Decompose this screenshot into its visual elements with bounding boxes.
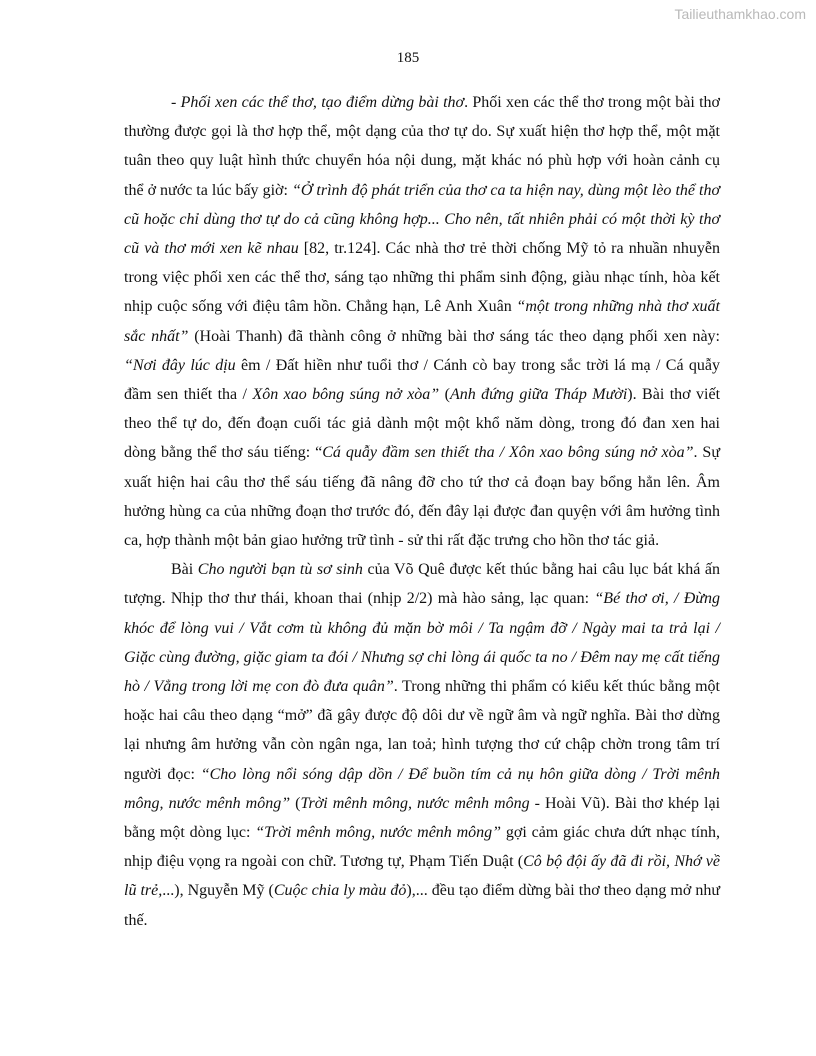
italic-text-run: “Bé thơ ơi, / Đừng khóc để lòng vui / Vắt cơm tù không đủ mặn bờ môi / Ta ngậm đỡ / Ngày mai ta trả lại / Giặc cùng đường, giặc giam ta đói / Nhưng sợ chi lòng ái quốc ta no / Đêm nay mẹ cất tiếng hò / Vẳng trong lời mẹ con đò đưa quân” xyxy=(124,590,721,696)
text-run: - xyxy=(171,94,181,111)
italic-text-run: Anh đứng giữa Tháp Mười xyxy=(449,386,628,404)
italic-text-run: Cuộc chia ly màu đỏ xyxy=(273,882,407,900)
watermark: Tailieuthamkhao.com xyxy=(674,6,806,22)
text-run: ( xyxy=(290,794,301,812)
document-body xyxy=(124,88,720,935)
text-run: Bài xyxy=(171,561,198,579)
italic-text-run: “Trời mênh mông, nước mênh mông” xyxy=(255,824,502,842)
italic-text-run: Xôn xao bông súng nở xòa” xyxy=(252,386,440,404)
italic-text-run: “Nơi đây lúc dịu xyxy=(124,356,236,374)
text-run: . Phối xen các thể thơ trong một bài thơ thường được gọi là thơ hợp thể, một dạng của thơ tự do. Sự xuất hiện thơ hợp thể, một mặt tuân theo quy luật hình thức chuyển hóa nội dung, mặt khác nó phù hợp với hoàn cảnh cụ thể ở nước ta lúc bấy giờ: xyxy=(124,94,721,199)
paragraph-2 xyxy=(124,555,720,935)
text-run: ). Bài thơ viết theo thể tự do, đến đoạn cuối tác giả dành một một khổ năm dòng, trong đó đan xen hai dòng bằng thể thơ sáu tiếng: “ xyxy=(124,386,721,462)
italic-text-run: “Cho lòng nổi sóng dập dồn / Để buồn tím cả nụ hôn giữa dòng / Trời mênh mông, nước mênh mông” xyxy=(124,765,721,812)
italic-text-run: Cô bộ đội ấy đã đi rồi, Nhớ về lũ trẻ, xyxy=(124,853,721,900)
italic-text-run: Phối xen các thể thơ, tạo điểm dừng bài thơ xyxy=(180,94,465,111)
text-run: của Võ Quê được kết thúc bằng hai câu lục bát khá ấn tượng. Nhịp thơ thư thái, khoan thai (nhịp 2/2) mà hào sảng, lạc quan: xyxy=(124,561,721,608)
text-run: . Sự xuất hiện hai câu thơ thể sáu tiếng đã nâng đỡ cho tứ thơ cả đoạn bay bổng hẳn lên. Âm hưởng hùng ca của những đoạn thơ trước đó, đến đây lại được đan quyện với âm hưởng tình ca, hợp thành một bản giao hưởng trữ tình - sử thi rất đặc trưng cho hồn thơ tác giả. xyxy=(124,444,721,550)
italic-text-run: Cá quẫy đầm sen thiết tha / Xôn xao bông súng nở xòa” xyxy=(322,444,694,462)
text-run: - Hoài Vũ). Bài thơ khép lại bằng một dòng lục: xyxy=(124,794,721,842)
text-run: êm / Đất hiền như tuổi thơ / Cánh cò bay trong sắc trời lá mạ / Cá quẫy đầm sen thiết tha / xyxy=(124,356,721,404)
italic-text-run: Trời mênh mông, nước mênh mông xyxy=(300,794,530,812)
text-run: (Hoài Thanh) đã thành công ở những bài thơ sáng tác theo dạng phối xen này: xyxy=(188,327,720,345)
paragraph-1 xyxy=(124,88,720,555)
text-run: ),... đều tạo điểm dừng bài thơ theo dạng mở như thế. xyxy=(124,882,720,929)
italic-text-run: “một trong những nhà thơ xuất sắc nhất” xyxy=(124,298,720,345)
page-number: 185 xyxy=(396,50,420,66)
text-run: [82, tr.124]. Các nhà thơ trẻ thời chống Mỹ tỏ ra nhuần nhuyễn trong việc phối xen các thể thơ, sáng tạo những thi phẩm sinh động, giàu nhạc tính, hòa kết nhịp cuộc sống với điệu tâm hồn. Chẳng hạn, Lê Anh Xuân xyxy=(124,240,720,316)
italic-text-run: “Ở trình độ phát triển của thơ ca ta hiện nay, dùng một lèo thể thơ cũ hoặc chỉ dùng thơ tự do cả cũng không hợp... Cho nên, tất nhiên phải có một thời kỳ thơ cũ và thơ mới xen kẽ nhau xyxy=(124,181,720,258)
italic-text-run: Cho người bạn tù sơ sinh xyxy=(197,561,363,579)
text-run: . Trong những thi phẩm có kiểu kết thúc bằng một hoặc hai câu theo dạng “mở” đã gây được độ dôi dư về ngữ âm và ngữ nghĩa. Bài thơ dừng lại nhưng âm hưởng vẫn còn ngân nga, lan toả; hình tượng thơ cứ chập chờn trong tâm trí người đọc: xyxy=(124,678,720,783)
text-run: ( xyxy=(439,386,450,404)
text-run: ...), Nguyễn Mỹ ( xyxy=(162,882,274,900)
text-run: gợi cảm giác chưa dứt nhạc tính, nhịp điệu vọng ra ngoài con chữ. Tương tự, Phạm Tiến Duật ( xyxy=(124,824,721,871)
